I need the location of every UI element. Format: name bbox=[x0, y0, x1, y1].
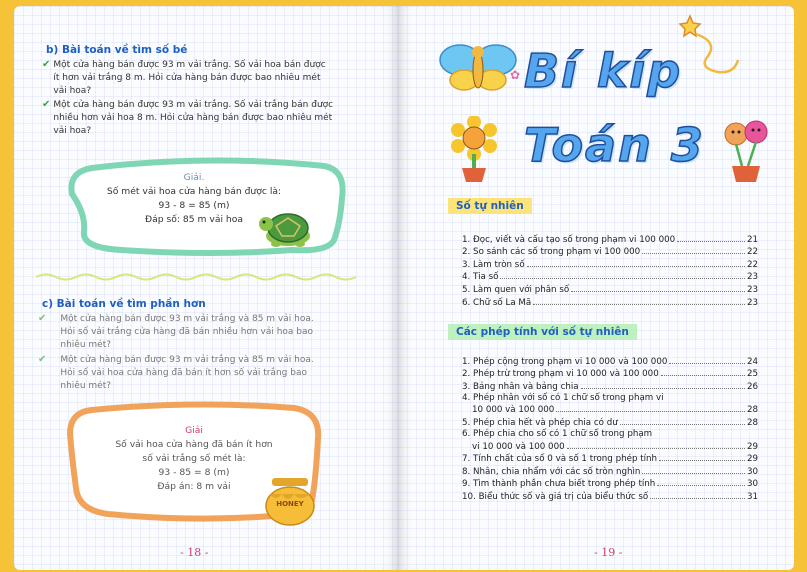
section-c-questions bbox=[38, 313, 368, 393]
toc-entry[interactable]: 3. Làm tròn số 22 bbox=[462, 259, 758, 270]
solution-line: số vải trắng số mét là: bbox=[142, 453, 246, 464]
solution-heading: Giải. bbox=[183, 172, 205, 183]
question-line: Một cửa hàng bán được 93 m vải trắng. Số vải trắng bán được bbox=[53, 100, 334, 110]
toc-entry[interactable]: 5. Phép chia hết và phép chia có dư 28 bbox=[462, 417, 758, 428]
question-item bbox=[38, 354, 368, 393]
solution-line: Số vải hoa cửa hàng đã bán ít hơn bbox=[115, 439, 273, 450]
question-line: Hỏi số vải hoa cửa hàng đã bán ít hơn số vải trắng bao bbox=[60, 368, 307, 378]
right-page bbox=[398, 6, 794, 570]
toc-entry[interactable]: 10. Biểu thức số và giá trị của biểu thức số 31 bbox=[462, 491, 758, 502]
toc-entry[interactable]: 2. So sánh các số trong phạm vi 100 000 22 bbox=[462, 247, 758, 258]
title-line-2: Toán 3 bbox=[524, 118, 705, 172]
section-title-natural-numbers: Số tự nhiên bbox=[448, 198, 532, 214]
toc-entry[interactable]: 1. Đọc, viết và cấu tạo số trong phạm vi 100 000 21 bbox=[462, 234, 758, 245]
sunflower-illustration bbox=[450, 116, 498, 184]
question-item bbox=[42, 59, 372, 98]
toc-entry-continued[interactable]: vi 10 000 và 100 000 29 bbox=[472, 441, 758, 452]
question-line: vải hoa? bbox=[53, 126, 92, 136]
section-b-title: b) Bài toán về tìm số bé bbox=[46, 44, 188, 56]
left-page bbox=[14, 6, 398, 570]
toc-entry[interactable]: 3. Bảng nhân và bảng chia 26 bbox=[462, 381, 758, 392]
solution-line: 93 - 85 = 8 (m) bbox=[158, 467, 230, 478]
toc-entry[interactable]: 1. Phép cộng trong phạm vi 10 000 và 100 000 24 bbox=[462, 356, 758, 367]
honey-label: HONEY bbox=[276, 500, 304, 508]
toc-entry[interactable]: 6. Phép chia cho số có 1 chữ số trong phạm bbox=[462, 428, 653, 439]
honey-pot-illustration bbox=[262, 476, 318, 526]
wavy-divider bbox=[36, 272, 356, 282]
toc-entry[interactable]: 2. Phép trừ trong phạm vi 10 000 và 100 000 25 bbox=[462, 369, 758, 380]
question-line: nhiêu mét? bbox=[60, 340, 112, 350]
solution-line: Đáp số: 85 m vải hoa bbox=[144, 214, 244, 225]
face-flowers-illustration bbox=[720, 118, 774, 184]
toc-entry[interactable]: 6. Chữ số La Mã 23 bbox=[462, 297, 758, 308]
toc-entry[interactable]: 8. Nhân, chia nhẩm với các số tròn nghìn 30 bbox=[462, 466, 758, 477]
question-line: Hỏi số vải trắng cửa hàng đã bán nhiều hơn vải hoa bao bbox=[60, 327, 314, 337]
section-b-questions bbox=[42, 59, 372, 138]
check-icon: ✔ bbox=[42, 99, 51, 110]
question-item bbox=[38, 313, 368, 352]
toc-entry[interactable]: 4. Phép nhân với số có 1 chữ số trong phạm vi bbox=[462, 392, 664, 403]
question-line: Một cửa hàng bán được 93 m vải trắng và 85 m vải hoa. bbox=[60, 314, 314, 324]
check-icon: ✔ bbox=[38, 313, 47, 324]
title-line-1: Bí kíp bbox=[524, 44, 683, 98]
solution-heading: Giải bbox=[185, 425, 203, 436]
toc-entry[interactable]: 5. Làm quen với phân số 23 bbox=[462, 284, 758, 295]
section-title-operations: Các phép tính với số tự nhiên bbox=[448, 324, 637, 340]
question-line: Một cửa hàng bán được 93 m vải trắng và 85 m vải hoa. bbox=[60, 355, 314, 365]
star-swirl-decoration bbox=[678, 12, 748, 82]
toc-section-1 bbox=[462, 232, 758, 308]
solution-line: 93 - 8 = 85 (m) bbox=[158, 200, 230, 211]
toc-entry[interactable]: 4. Tia số 23 bbox=[462, 272, 758, 283]
solution-line: Số mét vải hoa cửa hàng bán được là: bbox=[106, 186, 282, 197]
question-line: vải hoa? bbox=[53, 86, 92, 96]
question-item bbox=[42, 99, 372, 138]
page-number: - 19 - bbox=[594, 546, 623, 559]
flower-sparkle-icon: ✿ bbox=[510, 68, 521, 82]
question-line: ít hơn vải trắng 8 m. Hỏi cửa hàng bán được bao nhiêu mét bbox=[53, 73, 321, 83]
check-icon: ✔ bbox=[38, 354, 47, 365]
section-c-title: c) Bài toán về tìm phần hơn bbox=[42, 298, 206, 310]
toc-entry-continued[interactable]: 10 000 và 100 000 28 bbox=[472, 405, 758, 416]
solution-line: Đáp án: 8 m vải bbox=[157, 481, 231, 492]
turtle-illustration bbox=[254, 206, 324, 250]
toc-entry[interactable]: 9. Tìm thành phần chưa biết trong phép tính 30 bbox=[462, 479, 758, 490]
toc-entry[interactable]: 7. Tính chất của số 0 và số 1 trong phép tính 29 bbox=[462, 454, 758, 465]
page-number: - 18 - bbox=[180, 546, 209, 559]
question-line: nhiêu mét? bbox=[60, 381, 112, 391]
butterfly-illustration bbox=[438, 42, 521, 94]
question-line: Một cửa hàng bán được 93 m vải trắng. Số vải hoa bán được bbox=[53, 60, 326, 70]
question-line: nhiều hơn vải hoa 8 m. Hỏi cửa hàng bán được bao nhiêu mét bbox=[53, 113, 333, 123]
check-icon: ✔ bbox=[42, 59, 51, 70]
toc-section-2 bbox=[462, 354, 758, 502]
